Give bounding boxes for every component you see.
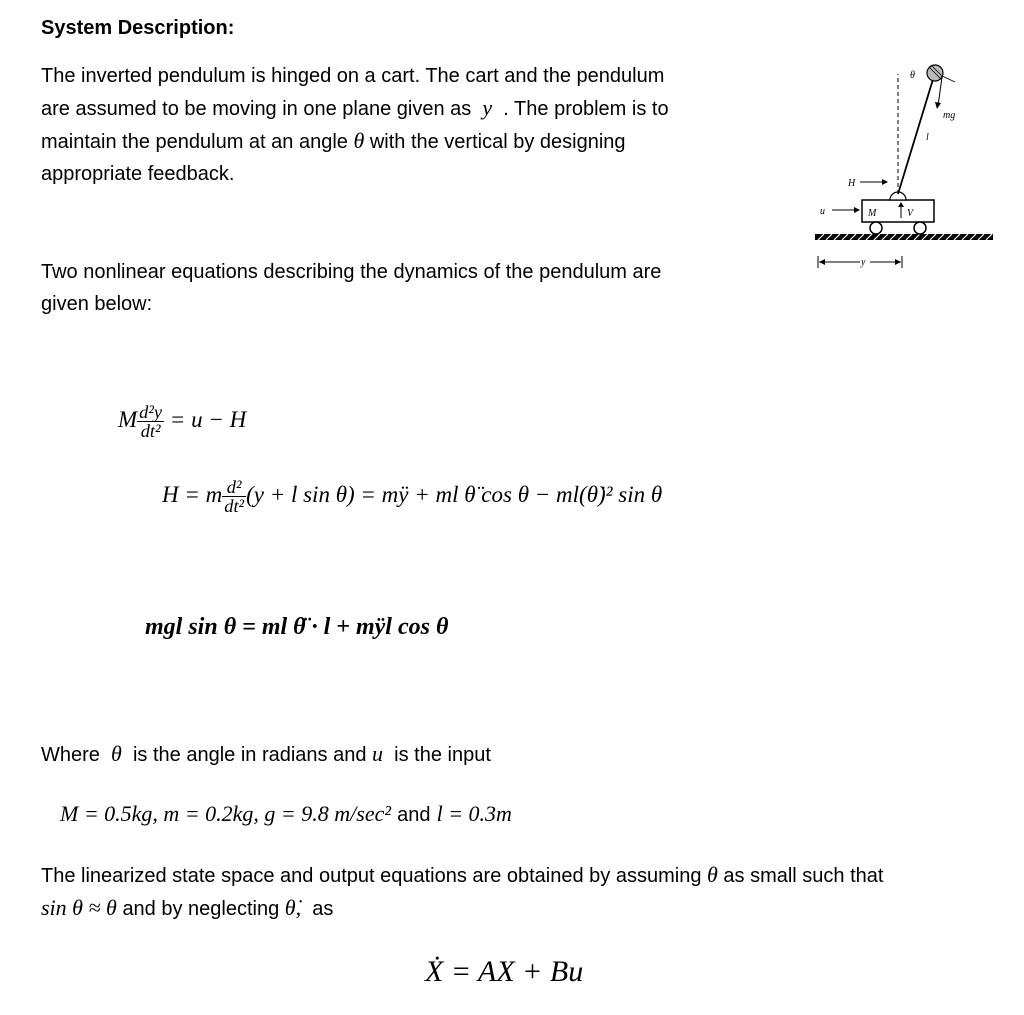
intro-line-2: are assumed to be moving in one plane given as y . The problem is to [41,95,669,120]
section-heading: System Description: [41,17,235,39]
mg-label: mg [943,110,956,121]
intro-line-1: The inverted pendulum is hinged on a cart. The cart and the pendulum [41,65,665,87]
nonlinear-line-2: given below: [41,293,153,315]
equation-cart: M $\frac{\text{d²y}}{\text{dt²}}$ = u − H [118,402,247,442]
cart-wheel-right [914,222,926,234]
where-line: Where θ is the angle in radians and u is the input [41,741,491,766]
linearized-paragraph [41,859,1001,925]
H-force-label: H [848,178,856,189]
intro-paragraph [41,60,771,190]
equation-horizontal-force: H = m $\frac{\text{d²}}{\text{dt²}}$ (y + l sin θ) = mÿ + ml θ̈ cos θ − ml(θ̇)² sin θ [162,477,663,517]
nonlinear-paragraph [41,256,771,320]
parameter-values: M = 0.5kg, m = 0.2kg, g = 9.8 m/sec² and l = 0.3m [60,801,512,826]
equation-pendulum-moment: mgl sin θ = ml θ̈ · l + mÿl cos θ [145,614,449,640]
vertical-force-label: V [907,208,914,219]
state-space-equation: Ẋ = AX + Bu [425,955,584,988]
second-derivative-fraction: $\frac{\text{d²y}}{\text{dt²}}$ [139,402,163,442]
y-displacement-label: y [861,257,866,268]
y-variable: y [482,95,493,120]
length-label: l [926,132,929,143]
theta-label: θ [910,70,915,81]
second-derivative-operator: $\frac{\text{d²}}{\text{dt²}}$ [224,477,245,517]
linearized-line-1: The linearized state space and output equations are obtained by assuming θ as small such that [41,862,884,887]
cart-mass-label: M [868,208,877,219]
linearized-line-2: sin θ ≈ θ and by neglecting θ̇, as [41,895,334,920]
theta-variable: θ [353,128,365,153]
intro-line-4: appropriate feedback. [41,163,235,185]
intro-line-3: maintain the pendulum at an angle θ with the vertical by designing [41,128,626,153]
pendulum-cart-diagram [810,62,995,277]
input-force-label: u [820,206,825,217]
cart-wheel-left [870,222,882,234]
nonlinear-line-1: Two nonlinear equations describing the dynamics of the pendulum are [41,261,662,283]
